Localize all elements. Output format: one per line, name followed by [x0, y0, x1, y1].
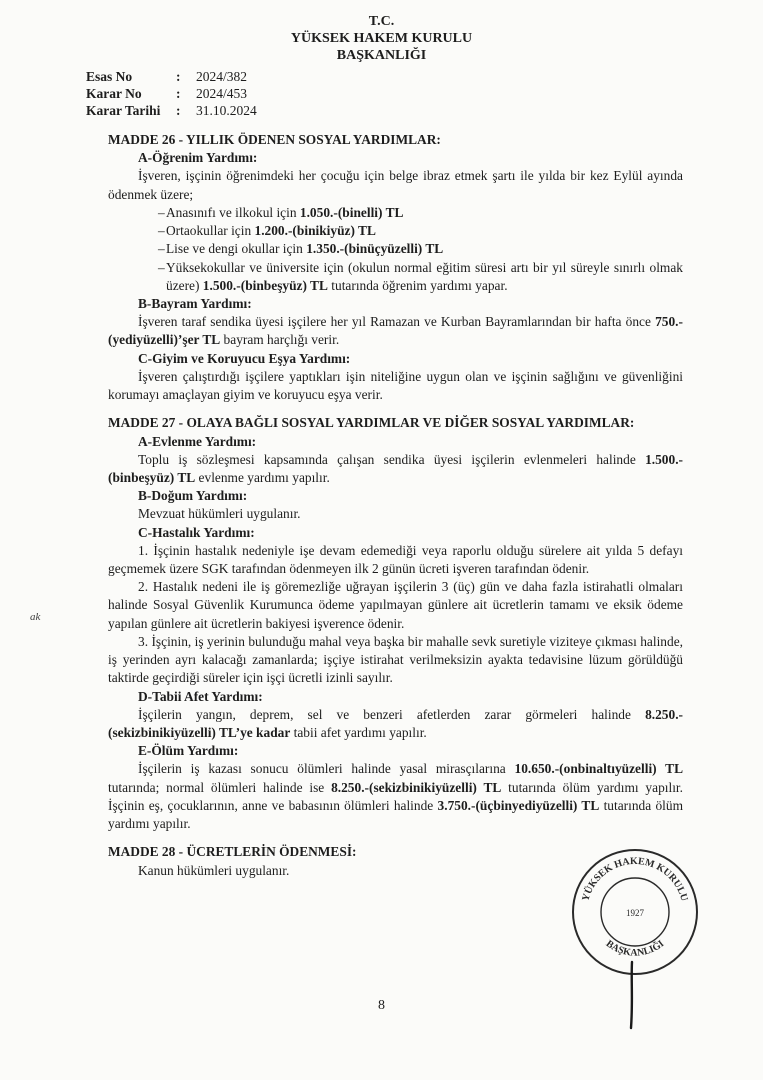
meta-value: 2024/382 — [196, 69, 248, 84]
list-item: – Lise ve dengi okullar için 1.350.-(binüçyüzelli) TL — [108, 240, 683, 258]
article-27-d-text: İşçilerin yangın, deprem, sel ve benzeri afetlerden zarar görmeleri halinde 8.250.-(sekizbinikiyüzelli) TL’ye kadar tabii afet yardımı yapılır. — [108, 706, 683, 740]
article-26-c-text: İşveren çalıştırdığı işçilere yaptıkları işin niteliğine uygun olan ve işçinin sağlığını ve güvenliğini korumayı amaçlayan giyim ve koruyucu eşya verir. — [108, 368, 683, 403]
meta-value: 2024/453 — [196, 86, 248, 101]
article-27-c1: 1. İşçinin hastalık nedeniyle işe devam edemediği veya raporlu olduğu sürelere ait yılda 5 defayı geçmemek üzere SGK tarafından ödenmeyen ilk 2 günün ücreti işveren tarafından ödenir. — [108, 542, 683, 577]
article-27-title: MADDE 27 - OLAYA BAĞLI SOSYAL YARDIMLAR VE DİĞER SOSYAL YARDIMLAR: — [108, 415, 635, 431]
seal-text-top: YÜKSEK HAKEM KURULU — [580, 855, 690, 903]
article-26-a-intro: İşveren, işçinin öğrenimdeki her çocuğu için belge ibraz etmek şartı ile yılda bir kez Eylül ayında ödenmek üzere; — [108, 168, 683, 202]
article-27-a-text: Toplu iş sözleşmesi kapsamında çalışan sendika üyesi işçilerin evlenmeleri halinde 1.500.-(binbeşyüz) TL evlenme yardımı yapılır. — [108, 451, 683, 485]
meta-row-tarih: Karar Tarihi : 31.10.2024 — [86, 102, 257, 119]
article-26-b-text: İşveren taraf sendika üyesi işçilere her yıl Ramazan ve Kurban Bayramlarından bir hafta önce 750.-(yediyüzelli)’şer TL bayram harçlığı verir. — [108, 314, 683, 348]
case-meta — [86, 68, 257, 119]
list-item: – Anasınıfı ve ilkokul için 1.050.-(binelli) TL — [108, 204, 683, 222]
article-28-text: Kanun hükümleri uygulanır. — [138, 862, 290, 878]
article-26-title: MADDE 26 - YILLIK ÖDENEN SOSYAL YARDIMLAR: — [108, 132, 441, 147]
article-26-b-title: B-Bayram Yardımı: — [138, 295, 252, 311]
meta-row-esas: Esas No : 2024/382 — [86, 68, 257, 85]
education-allowance-list — [108, 204, 683, 295]
article-27-c-title: C-Hastalık Yardımı: — [138, 524, 255, 540]
seal-text-bottom: BAŞKANLIĞI — [603, 938, 667, 959]
article-27-b-title: B-Doğum Yardımı: — [138, 488, 248, 504]
article-27-a-title: A-Evlenme Yardımı: — [138, 433, 257, 449]
article-28-title: MADDE 28 - ÜCRETLERİN ÖDENMESİ: — [108, 844, 357, 860]
meta-row-karar: Karar No : 2024/453 — [86, 85, 257, 102]
signature-mark-icon — [622, 960, 642, 1030]
meta-label: Karar Tarihi — [86, 103, 161, 118]
article-27-e-text: İşçilerin iş kazası sonucu ölümleri halinde yasal mirasçılarına 10.650.-(onbinaltıyüzelli) TL tutarında; normal ölümleri halinde ise 8.250.-(sekizbinikiyüzelli) TL tutarında ölüm yardımı yapılır. İşçinin eş, çocuklarının, anne ve babasının ölümleri halinde 3.750.-(üçbinyediyüzelli) TL tutarında ölüm yardımı yapılır. — [108, 761, 684, 832]
article-27-c2: 2. Hastalık nedeni ile iş göremezliğe uğrayan işçilerin 3 (üç) gün ve daha fazla istirahatli olmaları halinde Sosyal Güvenlik Kurumunca ödeme yapılmayan günlere ait ücretlerin tamamı ve eksik ödeme yapılan günlere ait ücretlerin bakiyesi işverence ödenir. — [108, 579, 683, 631]
seal-year: 1927 — [626, 908, 644, 918]
meta-label: Karar No — [86, 86, 142, 101]
article-27-d-title: D-Tabii Afet Yardımı: — [138, 688, 263, 704]
header-institution: YÜKSEK HAKEM KURULU — [290, 31, 473, 46]
header-presidency: BAŞKANLIĞI — [336, 48, 427, 63]
list-item: – Yüksekokullar ve üniversite için (okulun normal eğitim süresi artı bir yıl süreyle sınırlı olmak üzere) 1.500.-(binbeşyüz) TL tutarında öğrenim yardımı yapar. — [108, 259, 683, 295]
article-26-a-title: A-Öğrenim Yardımı: — [138, 150, 258, 166]
article-26-c-title: C-Giyim ve Koruyucu Eşya Yardımı: — [138, 350, 351, 366]
page-number: 8 — [378, 998, 385, 1013]
meta-label: Esas No — [86, 69, 133, 84]
article-27-c3: 3. İşçinin, iş yerinin bulunduğu mahal veya başka bir mahalle sevk suretiyle viziteye çıkması halinde, iş yerinden ayrı kalacağı zamanlarda; işçiye istirahat verilmeksizin ayakta tedavisine lüzum görüldüğü taktirde geçirdiği süreler için işçi ücretli izinli sayılır. — [108, 633, 683, 686]
article-27-e-title: E-Ölüm Yardımı: — [138, 743, 239, 759]
article-27-b-text: Mevzuat hükümleri uygulanır. — [138, 506, 301, 522]
margin-handwritten-note: ak — [30, 611, 41, 623]
document-body — [108, 131, 683, 880]
meta-value: 31.10.2024 — [196, 103, 257, 118]
header-tc: T.C. — [368, 14, 395, 29]
list-item: – Ortaokullar için 1.200.-(binikiyüz) TL — [108, 222, 683, 240]
